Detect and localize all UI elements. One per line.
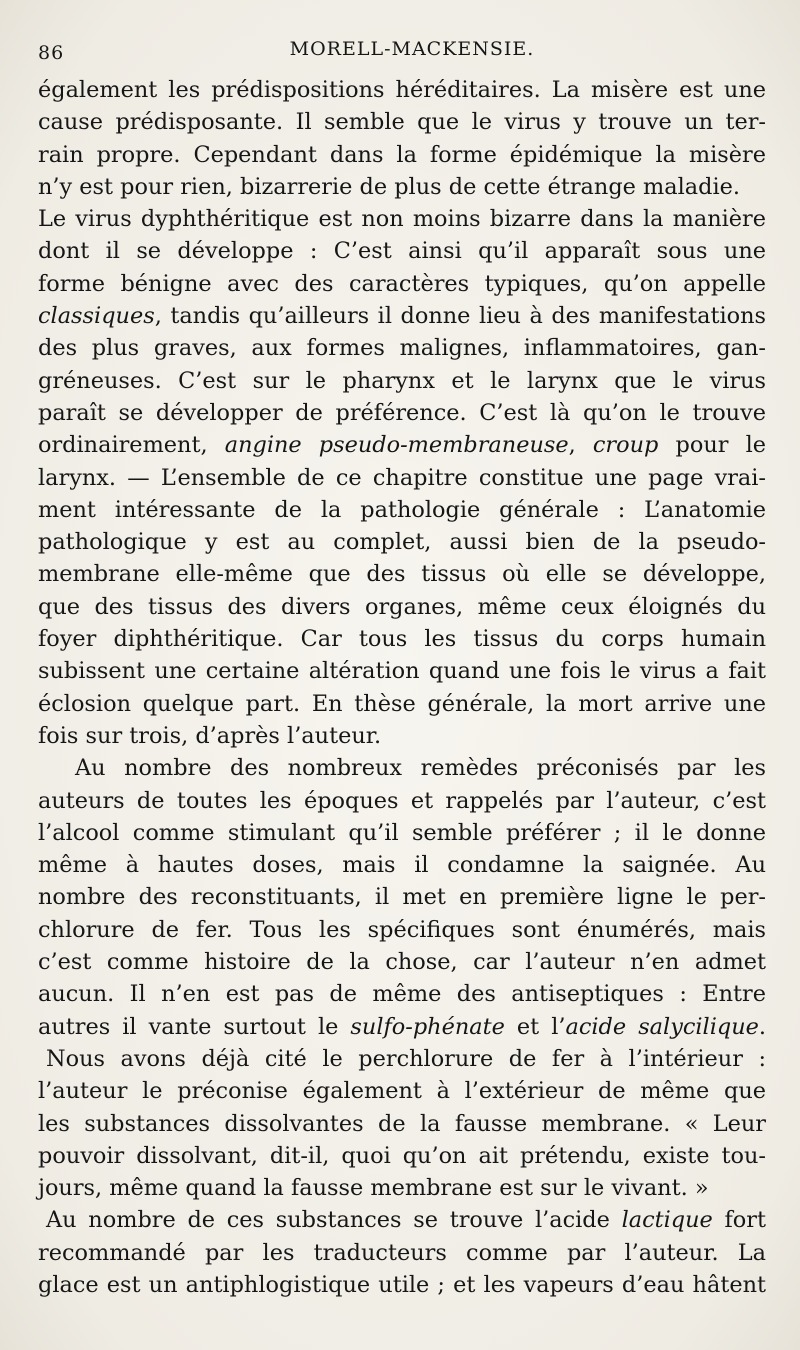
italic-text: angine pseudo-membraneuse xyxy=(224,432,569,459)
text-run: les substances dissolvantes de la fausse membrane. « Leur xyxy=(38,1110,766,1137)
text-run: éclosion quelque part. En thèse générale, la mort arrive une xyxy=(38,690,766,717)
text-run: nombre des reconstituants, il met en première ligne le per- xyxy=(38,884,766,911)
page-number: 86 xyxy=(38,42,65,64)
text-run: fort xyxy=(712,1207,766,1234)
italic-text: classiques xyxy=(38,303,155,330)
text-run: l’auteur le préconise également à l’extérieur de même que xyxy=(38,1078,766,1105)
text-run: Au nombre de ces substances se trouve l’acide xyxy=(46,1207,622,1234)
text-run: pour le xyxy=(658,432,767,459)
text-line xyxy=(38,591,766,623)
text-run: subissent une certaine altération quand une fois le virus a fait xyxy=(38,658,766,685)
text-run: glace est un antiphlogistique utile ; et les vapeurs d’eau hâtent xyxy=(38,1271,766,1298)
text-line xyxy=(38,978,766,1010)
text-run: , tandis qu’ailleurs il donne lieu à des manifestations xyxy=(154,303,766,330)
text-line xyxy=(38,558,766,590)
text-run: dont il se développe : C’est ainsi qu’il apparaît sous une xyxy=(38,238,766,265)
text-line xyxy=(38,268,766,300)
text-line xyxy=(38,203,766,235)
text-run: Le virus dyphthéritique est non moins bizarre dans la manière xyxy=(38,206,766,233)
text-line xyxy=(38,1075,766,1107)
text-line xyxy=(38,235,766,267)
text-run: recommandé par les traducteurs comme par l’auteur. La xyxy=(38,1239,766,1266)
italic-text: acide salycilique xyxy=(565,1013,759,1040)
text-run: que des tissus des divers organes, même ceux éloignés du xyxy=(38,593,766,620)
text-line xyxy=(38,914,766,946)
text-line xyxy=(38,1140,766,1172)
text-run: . xyxy=(758,1013,766,1040)
text-line xyxy=(38,655,766,687)
text-run: jours, même quand la fausse membrane est sur le vivant. » xyxy=(38,1175,709,1202)
text-line xyxy=(38,74,766,106)
text-line xyxy=(38,1108,766,1140)
italic-text: sulfo-phénate xyxy=(350,1013,505,1040)
text-line xyxy=(38,785,766,817)
text-run: pathologique y est au complet, aussi bien de la pseudo- xyxy=(38,529,766,556)
text-line xyxy=(38,881,766,913)
text-line xyxy=(38,397,766,429)
text-line xyxy=(38,429,766,461)
text-line xyxy=(38,817,766,849)
italic-text: lactique xyxy=(621,1207,713,1234)
text-line xyxy=(38,332,766,364)
text-run: et l’ xyxy=(504,1013,566,1040)
text-line xyxy=(38,623,766,655)
text-line xyxy=(38,1172,766,1204)
text-line xyxy=(38,494,766,526)
text-run: des plus graves, aux formes malignes, inflammatoires, gan- xyxy=(38,335,766,362)
text-line xyxy=(38,300,766,332)
text-run: c’est comme histoire de la chose, car l’auteur n’en admet xyxy=(38,949,766,976)
text-run: larynx. — L’ensemble de ce chapitre constitue une page vrai- xyxy=(38,464,766,491)
text-run: paraît se développer de préférence. C’est là qu’on le trouve xyxy=(38,399,766,426)
text-line xyxy=(38,526,766,558)
text-run: auteurs de toutes les époques et rappelés par l’auteur, c’est xyxy=(38,787,766,814)
text-run: membrane elle-même que des tissus où elle se développe, xyxy=(38,561,766,588)
text-line xyxy=(38,171,766,203)
text-line xyxy=(38,688,766,720)
text-run: rain propre. Cependant dans la forme épidémique la misère xyxy=(38,141,766,168)
text-line xyxy=(38,720,766,752)
text-run: Au nombre des nombreux remèdes préconisés par les xyxy=(75,755,766,782)
text-run: aucun. Il n’en est pas de même des antiseptiques : Entre xyxy=(38,981,766,1008)
text-run: n’y est pour rien, bizarrerie de plus de cette étrange maladie. xyxy=(38,173,740,200)
text-line xyxy=(38,365,766,397)
text-run: l’alcool comme stimulant qu’il semble préférer ; il le donne xyxy=(38,819,766,846)
text-line xyxy=(38,139,766,171)
text-run: foyer diphthéritique. Car tous les tissus du corps humain xyxy=(38,626,766,653)
text-run: , xyxy=(568,432,593,459)
italic-text: croup xyxy=(592,432,659,459)
text-run: fois sur trois, d’après l’auteur. xyxy=(38,722,382,749)
text-run: même à hautes doses, mais il condamne la saignée. Au xyxy=(38,852,766,879)
text-run: cause prédisposante. Il semble que le virus y trouve un ter- xyxy=(38,109,766,136)
text-line xyxy=(38,1237,766,1269)
text-line xyxy=(38,462,766,494)
text-run: gréneuses. C’est sur le pharynx et le larynx que le virus xyxy=(38,367,766,394)
text-line xyxy=(38,106,766,138)
text-line xyxy=(38,946,766,978)
text-line xyxy=(38,752,766,784)
text-run: également les prédispositions héréditaires. La misère est une xyxy=(38,77,766,103)
text-run: ordinairement, xyxy=(38,432,225,459)
text-run: ment intéressante de la pathologie générale : L’anatomie xyxy=(38,496,766,523)
text-line xyxy=(38,1011,766,1043)
text-run: pouvoir dissolvant, dit-il, quoi qu’on ait prétendu, existe tou- xyxy=(38,1142,766,1169)
text-run: forme bénigne avec des caractères typiques, qu’on appelle xyxy=(38,270,766,297)
text-line xyxy=(38,1204,766,1236)
body-text xyxy=(38,74,766,1301)
text-run: chlorure de fer. Tous les spécifiques sont énumérés, mais xyxy=(38,916,766,943)
running-head: MORELL-MACKENSIE. xyxy=(289,38,535,60)
text-run: Nous avons déjà cité le perchlorure de fer à l’intérieur : xyxy=(46,1045,766,1072)
text-line xyxy=(38,1269,766,1301)
page-header xyxy=(38,30,766,74)
text-line xyxy=(38,1043,766,1075)
text-run: autres il vante surtout le xyxy=(38,1013,351,1040)
text-line xyxy=(38,849,766,881)
